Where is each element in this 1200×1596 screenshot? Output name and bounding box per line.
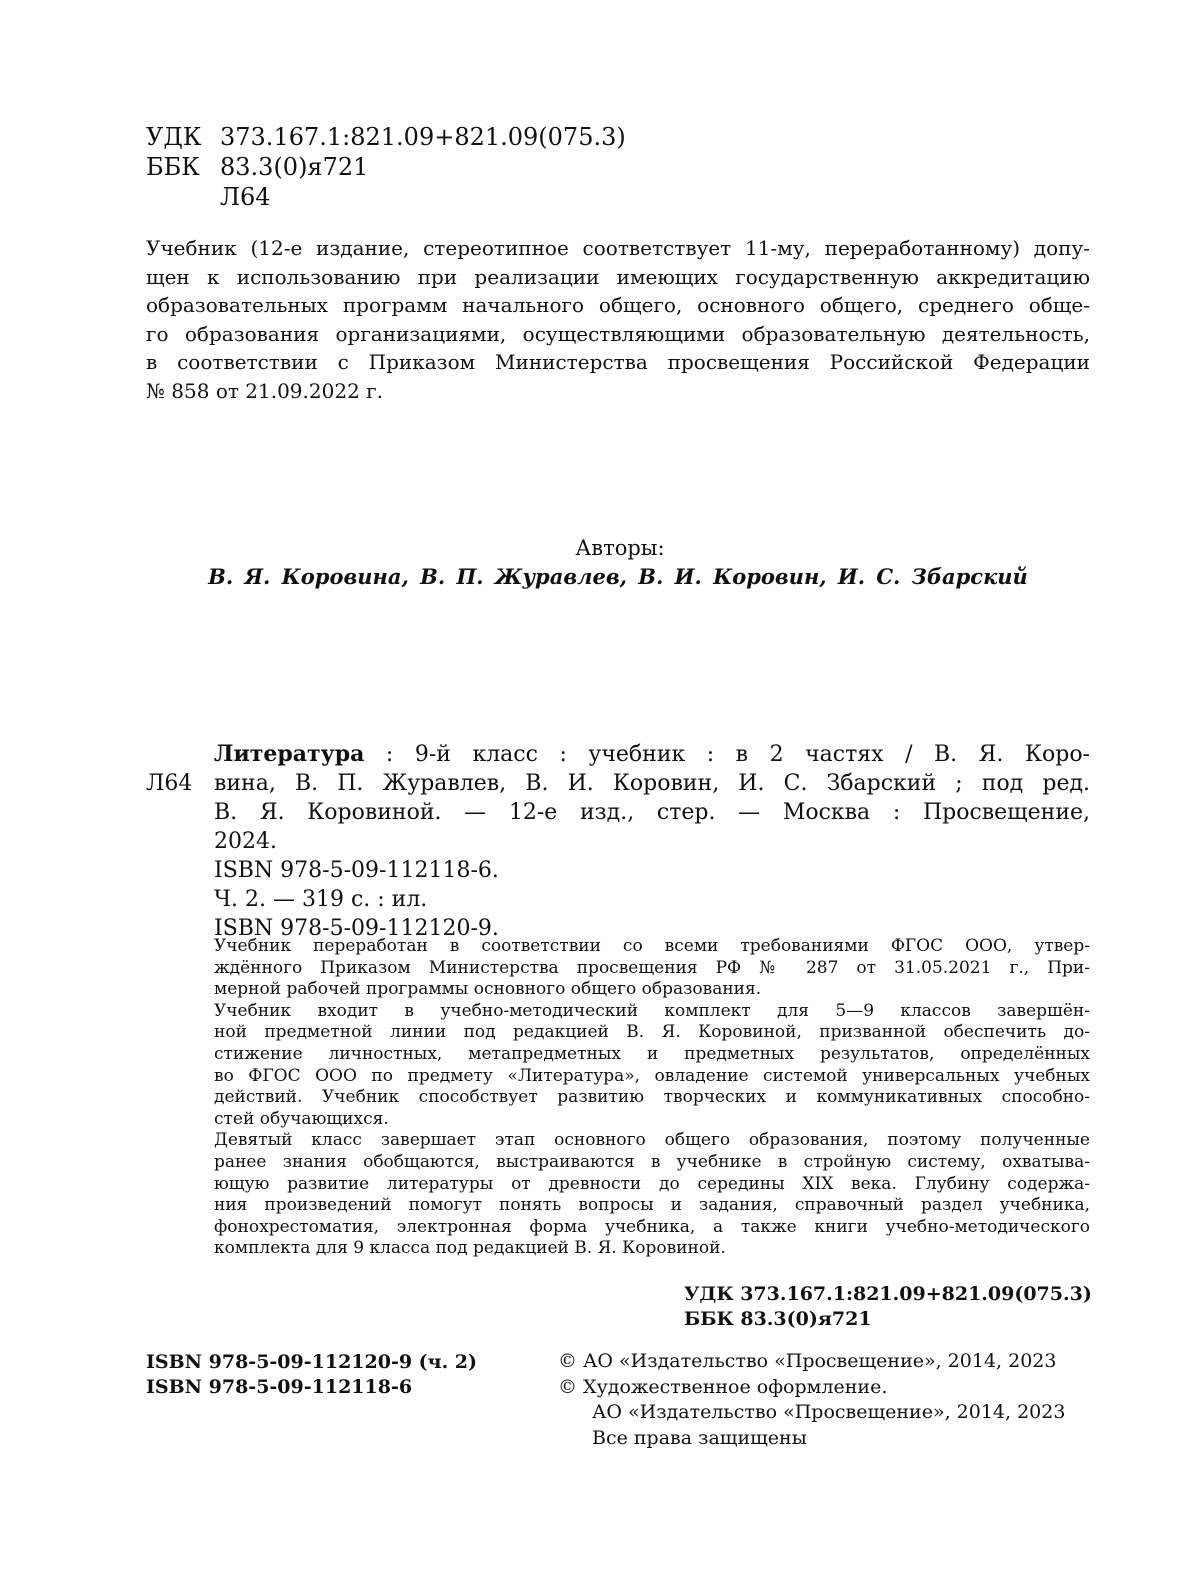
bbk-value: 83.3(0)я721 — [220, 153, 369, 181]
abstract-line: мерной рабочей программы основного общего образования. — [214, 979, 762, 1000]
udk-label: УДК — [146, 123, 202, 151]
abstract-paragraph — [214, 936, 1090, 1001]
udk-bottom: УДК 373.167.1:821.09+821.09(075.3) — [684, 1283, 1092, 1305]
biblio-line-4: 2024. — [214, 829, 277, 854]
udk-row — [146, 122, 626, 152]
approval-line: № 858 от 21.09.2022 г. — [146, 378, 383, 403]
book-title: Литература — [214, 741, 365, 767]
abstract-line: ния произведений помогут понять вопросы и задания, справочный раздел учебника, — [214, 1195, 1090, 1216]
bibliographic-record — [214, 740, 1090, 943]
isbn-footer — [146, 1350, 477, 1400]
author-mark-row — [146, 182, 626, 212]
abstract — [214, 936, 1090, 1260]
part-info: Ч. 2. — 319 с. : ил. — [214, 887, 428, 912]
isbn-set: ISBN 978-5-09-112118-6. — [214, 858, 499, 883]
abstract-line: ранее знания обобщаются, выстраиваются в учебнике в стройную систему, охватыва- — [214, 1151, 1090, 1172]
approval-line: щен к использованию при реализации имеющих государственную аккредитацию — [146, 264, 1090, 289]
approval-line: Учебник (12-е издание, стереотипное соответствует 11-му, переработанному) допу- — [146, 236, 1090, 260]
biblio-line-1: Литература : 9-й класс : учебник : в 2 частях / В. Я. Коро- — [214, 741, 1090, 767]
classification-codes-top — [146, 122, 626, 212]
bbk-row — [146, 152, 626, 182]
bbk-label: ББК — [146, 153, 200, 181]
abstract-line: стей обучающихся. — [214, 1108, 389, 1129]
copyright-line: АО «Издательство «Просвещение», 2014, 2023 — [592, 1401, 1066, 1423]
abstract-line: фонохрестоматия, электронная форма учебника, а также книги учебно-методического — [214, 1216, 1090, 1237]
isbn-footer-line: ISBN 978-5-09-112120-9 (ч. 2) — [146, 1351, 478, 1373]
abstract-line: Учебник переработан в соответствии со всеми требованиями ФГОС ООО, утвер- — [214, 936, 1090, 956]
abstract-paragraph — [214, 1130, 1090, 1260]
authors-names: В. Я. Коровина, В. П. Журавлев, В. И. Коровин, И. С. Збарский — [208, 564, 1028, 589]
isbn-footer-line: ISBN 978-5-09-112118-6 — [146, 1376, 413, 1398]
copyright-line: © АО «Издательство «Просвещение», 2014, 2023 — [558, 1350, 1057, 1372]
copyright-notice — [558, 1349, 1090, 1451]
classification-codes-bottom — [684, 1282, 1092, 1332]
isbn-part: ISBN 978-5-09-112120-9. — [214, 916, 499, 941]
copyright-line: Все права защищены — [592, 1426, 807, 1449]
approval-line: го образования организациями, осуществляющими образовательную деятельность, — [146, 321, 1090, 346]
abstract-line: ной предметной линии под редакцией В. Я. Коровиной, призванной обеспечить до- — [214, 1022, 1090, 1043]
approval-line: в соответствии с Приказом Министерства просвещения Российской Федерации — [146, 350, 1090, 375]
approval-notice — [146, 234, 1090, 406]
authors-heading: Авторы: — [575, 536, 665, 560]
abstract-line: ждённого Приказом Министерства просвещения РФ № 287 от 31.05.2021 г., При- — [214, 957, 1090, 978]
bbk-bottom: ББК 83.3(0)я721 — [684, 1308, 872, 1330]
abstract-paragraph — [214, 1001, 1090, 1131]
abstract-line: ющую развитие литературы от древности до середины XIX века. Глубину содержа- — [214, 1173, 1090, 1194]
abstract-line: комплекта для 9 класса под редакцией В. Я. Коровиной. — [214, 1238, 726, 1259]
copyright-line: © Художественное оформление. — [558, 1375, 888, 1398]
author-mark: Л64 — [220, 183, 271, 211]
abstract-line: действий. Учебник способствует развитию творческих и коммуникативных способно- — [214, 1087, 1090, 1108]
biblio-line-3: В. Я. Коровиной. — 12-е изд., стер. — Москва : Просвещение, — [214, 800, 1090, 825]
udk-value: 373.167.1:821.09+821.09(075.3) — [220, 123, 626, 151]
abstract-line: Учебник входит в учебно-методический комплект для 5—9 классов завершён- — [214, 1000, 1090, 1021]
abstract-line: стижение личностных, метапредметных и предметных результатов, определённых — [214, 1043, 1090, 1064]
approval-line: образовательных программ начального общего, основного общего, среднего обще- — [146, 293, 1090, 318]
abstract-line: Девятый класс завершает этап основного общего образования, поэтому полученные — [214, 1130, 1090, 1151]
abstract-line: во ФГОС ООО по предмету «Литература», овладение системой универсальных учебных — [214, 1065, 1090, 1086]
biblio-line-2: вина, В. П. Журавлев, В. И. Коровин, И. С. Збарский ; под ред. — [214, 771, 1090, 796]
bibliographic-author-mark: Л64 — [146, 771, 193, 796]
